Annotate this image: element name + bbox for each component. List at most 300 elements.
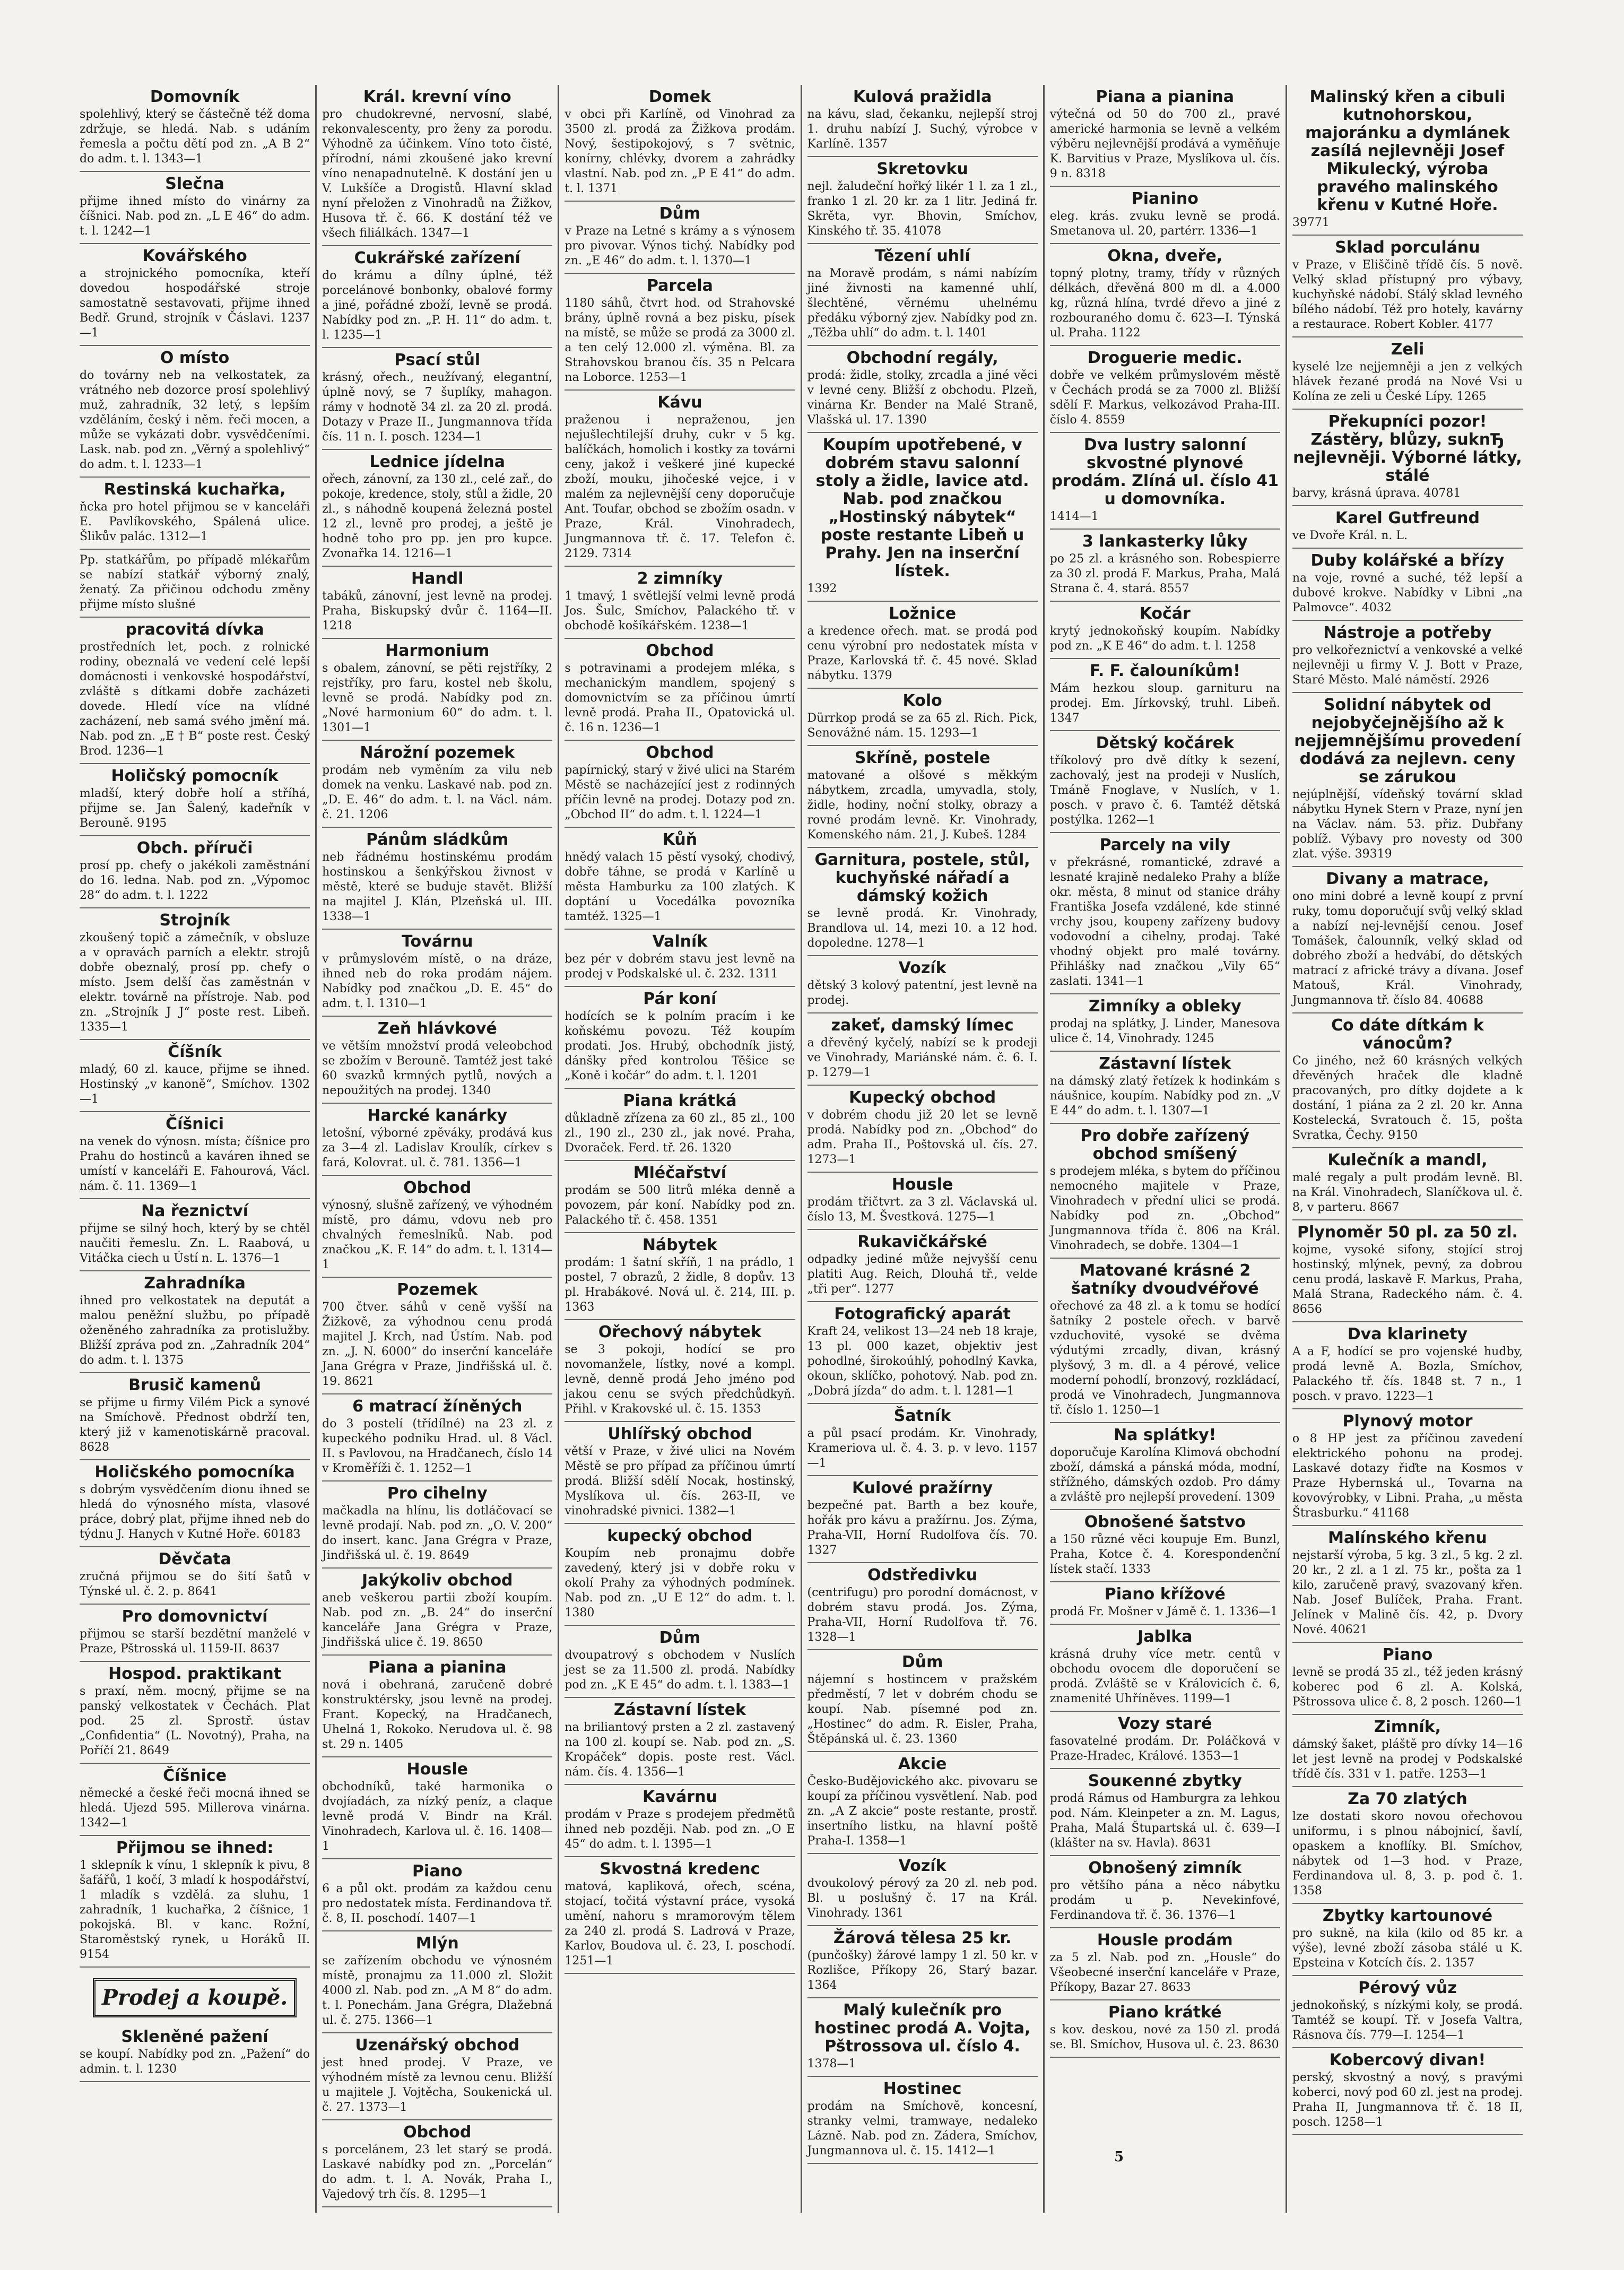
classified-ad — [565, 391, 795, 567]
ad-body: v překrásné, romantické, zdravé a lesnaté krajině nedaleko Prahy a blíže okr. města, 8 minut od stanice dráhy Františka Josefa vzdálené, kde stinné vrchy jsou, koupeny zařízeny budovy vodovodní a cihelny, prodaj. Také vhodný objekt pro malé továrny. Přihlášky nad značkou „Vily 65“ zaslati. 1341—1 — [1049, 856, 1280, 988]
ad-body: spolehlivý, který se částečně též doma zdržuje, se hledá. Nab. s udáním řemesla a počtu dětí pod zn. „A B 2“ do adm. t. l. 1343—1 — [80, 108, 310, 166]
ad-title: Droguerie medic. — [1087, 349, 1243, 367]
ad-body: fasovatelné prodám. Dr. Poláčková v Praze-Hradec, Králové. 1353—1 — [1049, 1735, 1280, 1763]
ad-title: Pro domovnictví — [121, 1607, 268, 1626]
ad-title: Obchod — [646, 642, 714, 660]
ad-title: Skvostná kredenc — [600, 1860, 760, 1878]
ad-body: prodá: židle, stolky, zrcadla a jiné věci v levné ceny. Bližší z obchodu. Plzeň, vinárna Kr. Bender na Malé Straně, Vlašská ul. 17. 1390 — [807, 369, 1038, 427]
ad-body: matová, kapliková, ořech, scéna, stojací, točitá výstavní práce, vysoká umění, nahoru s mramorovým tělem za 240 zl. prodá S. Ladrová v Praze, Karlov, Boudova ul. č. 23, I. poschodí. 1251—1 — [565, 1880, 795, 1968]
classified-ad — [80, 1968, 310, 2025]
classified-ad — [565, 930, 795, 987]
classified-ad — [80, 85, 310, 172]
classified-ad — [1292, 236, 1523, 337]
ad-title: Restinská kuchařka, — [103, 480, 286, 499]
classified-ad — [1292, 1715, 1523, 1787]
ad-body: v obci při Karlíně, od Vinohrad za 3500 zl. prodá za Žižkova prodám. Nový, šestipokojový, s 7 světnic, konírny, chlévky, dvorem a zahrádky vlastní. Nab. pod zn. „P E 41“ do adm. t. l. 1371 — [565, 108, 795, 195]
ad-body: tabáků, zánovní, jest levně na prodej. Praha, Biskupský dvůr č. 1164—II. 1218 — [322, 590, 553, 633]
classified-ad — [1292, 1787, 1523, 1904]
ad-body: prodám: 1 šatní skříň, 1 na prádlo, 1 postel, 7 obrazů, 2 židle, 8 dopův. 13 pl. Hrabákové. Nová ul. č. 214, III. p. 1363 — [565, 1256, 795, 1314]
classified-ad — [565, 1785, 795, 1857]
classified-ad — [1292, 2048, 1523, 2135]
classified-ad — [80, 478, 310, 550]
ad-title: Kupecký obchod — [849, 1088, 996, 1107]
ad-title: Vozy staré — [1118, 1714, 1212, 1733]
ad-body: topný plotny, tramy, třídy v různých délkách, dřevěná 800 m dl. a 4.000 kg, různá hlína, tvrdé dřevo a jiné z rozbouraného domu č. 623—I. Týnská ul. Praha. 1122 — [1049, 267, 1280, 340]
ad-title: Děvčata — [158, 1550, 231, 1569]
ad-body: praženou i nepraženou, jen nejušlechtilejší druhy, cukr v 5 kg. balíčkách, homolich i kostky za továrni ceny, jakož i veškeré jiné kupecké zboží, mouku, jihočeské vejce, i v malém za nejlevnější ceny doporučuje Ant. Toufar, obchod se zbožím osadn. v Praze, Král. Vinohradech, Jungmannova tř. č. 17. Telefon č. 2129. 7314 — [565, 413, 795, 560]
ad-title: Slečna — [165, 175, 224, 193]
classified-ad — [565, 567, 795, 639]
ad-body: v průmyslovém místě, o na dráze, ihned neb do roka prodám nájem. Nabídky pod značkou „D. E. 45“ do adm. t. l. 1310—1 — [322, 952, 553, 1010]
classified-ad — [565, 1524, 795, 1626]
ad-title: Kulová pražidla — [853, 88, 992, 106]
ad-title: Divany a matrace, — [1326, 870, 1489, 888]
ad-body: ve Dvoře Král. n. L. — [1292, 529, 1408, 542]
ad-body: aneb veškerou partii zboží koupím. Nab. pod zn. „B. 24“ do inserční kanceláře Jana Grégra v Praze, Jindřišská ulice č. 19. 8650 — [322, 1591, 553, 1649]
ad-body: přijme ihned místo do vinárny za číšnici. Nab. pod zn. „L E 46“ do adm. t. l. 1242—1 — [80, 195, 310, 238]
ad-title: Brusič kamenů — [128, 1376, 262, 1394]
ad-title: Kočár — [1139, 604, 1191, 623]
ad-body: 700 čtver. sáhů v ceně vyšší na Žižkově, za výhodnou cenu prodá majitel J. Krch, nad Ústím. Nab. pod zn. „J. N. 6000“ do inserční kanceláře Jana Grégra v Praze, Jindřišská ul. č. 19. 8621 — [322, 1301, 553, 1388]
ad-title: Lednice jídelna — [369, 453, 505, 471]
ad-body: 1414—1 — [1049, 510, 1099, 523]
classified-ad — [807, 1926, 1038, 1998]
ad-title: O místo — [160, 349, 230, 367]
ad-title: Pro dobře zařízený obchod smíšený — [1080, 1127, 1250, 1163]
classified-ad — [1292, 693, 1523, 867]
ad-body: prodám na Smíchově, koncesní, stranky velmi, tramwaye, nedaleko Lázně. Nab. pod zn. Zádera, Smíchov, Jungmannova ul. č. 15. 1412—1 — [807, 2100, 1038, 2158]
ad-body: v Praze, v Eliščině třídě čís. 5 nově. Velký sklad přístupný pro výbavy, kuchyňské nádobí. Stálý sklad levného bílého nádobí. Též pro hotely, kavárny a restaurace. Robert Kobler. 4177 — [1292, 258, 1523, 331]
classified-ad — [1292, 1976, 1523, 2048]
ad-title: Vozík — [898, 959, 946, 977]
classified-ad — [1050, 659, 1280, 731]
ad-title: Uzenářský obchod — [355, 2036, 520, 2055]
ad-body: dobře ve velkém průmyslovém městě v Čechách prodá se za 7000 zl. Bližší sdělí F. Markus, velkozávod Praha-III. číslo 4. 8559 — [1049, 369, 1280, 427]
classified-ad — [322, 1656, 552, 1757]
classified-ad — [80, 1547, 310, 1605]
ad-title: Skříně, postele — [854, 749, 991, 767]
ad-title: Piano křížové — [1104, 1585, 1226, 1604]
ad-body: prodaj na splátky, J. Linder, Manesova ulice č. 14, Vinohrady. 1245 — [1049, 1017, 1280, 1045]
ad-body: v Praze na Letné s krámy a s výnosem pro pivovar. Výnos tichý. Nabídky pod zn. „E 46“ do adm. t. l. 1370—1 — [565, 224, 795, 267]
ad-body: prodá Fr. Mošner v Jámě č. 1. 1336—1 — [1049, 1605, 1278, 1618]
classified-ad — [80, 1040, 310, 1112]
ad-title: zakeť, damský límec — [831, 1016, 1014, 1035]
classified-ad — [322, 450, 552, 567]
classified-ad — [1050, 85, 1280, 187]
ad-body: 1392 — [807, 582, 837, 595]
classified-ad — [565, 1857, 795, 1974]
classified-ad — [80, 1373, 310, 1460]
ad-title: Nástroje a potřeby — [1323, 623, 1492, 642]
classified-ad — [565, 274, 795, 391]
ad-title: Kulové pražírny — [852, 1479, 993, 1497]
classified-ad — [1050, 1259, 1280, 1423]
classified-ad — [322, 348, 552, 450]
ad-title: Vozík — [898, 1857, 946, 1875]
ad-title: Zimník, — [1374, 1718, 1441, 1736]
ad-body: malé regaly a pult prodám levně. Bl. na Král. Vinohradech, Slaníčkova ul. č. 8, v parteru. 8667 — [1292, 1171, 1523, 1214]
classified-ad — [1292, 410, 1523, 506]
column-5 — [1045, 85, 1287, 2213]
ad-title: Piana a pianina — [368, 1658, 507, 1677]
ad-title: Obchod — [403, 1179, 472, 1197]
ad-body: důkladně zřízena za 60 zl., 85 zl., 100 zl., 190 zl., 230 zl., jak nové. Praha, Dvoraček. Ferd. tř. 26. 1320 — [565, 1112, 795, 1155]
ad-title: Domovník — [150, 88, 240, 106]
classified-ad — [1292, 1904, 1523, 1976]
ad-title: Ložnice — [889, 604, 957, 623]
ad-title: Housle prodám — [1097, 1931, 1233, 1950]
ad-title: Zbytky kartounové — [1322, 1907, 1493, 1925]
ad-body: a půl psací prodám. Kr. Vinohrady, Krameriova ul. č. 4. 3. p. v levo. 1157—1 — [807, 1427, 1038, 1470]
ad-title: Dům — [901, 1653, 943, 1671]
ad-title: Piana krátká — [623, 1091, 737, 1110]
classified-ad — [807, 244, 1038, 346]
classified-ad — [807, 956, 1038, 1013]
classified-ad — [322, 1569, 552, 1656]
ad-body: eleg. krás. zvuku levně se prodá. Smetanova ul. 20, partérr. 1336—1 — [1049, 210, 1280, 238]
ad-body: s obalem, zánovní, se pěti rejstříky, 2 rejstříky, pro faru, kostel neb školu, levně se prodá. Nabídky pod zn. „Nové harmonium 60“ do adm. t. l. 1301—1 — [322, 662, 553, 734]
ad-body: zručná přijmou se do šití šatů v Týnské ul. č. 2. p. 8641 — [80, 1570, 310, 1598]
ad-title: Housle — [406, 1760, 468, 1779]
classified-ad — [807, 1173, 1038, 1230]
classified-ad — [807, 746, 1038, 848]
classified-ad — [565, 1422, 795, 1524]
classified-ad — [322, 1278, 552, 1394]
ad-title: Odstředivku — [867, 1566, 978, 1584]
ad-body: přijme se silný hoch, který by se chtěl naučiti řemeslu. Zn. L. Raabová, u Vitáčka ciech u Ústí n. L. 1376—1 — [80, 1222, 310, 1265]
classified-ad — [1050, 2000, 1280, 2058]
ad-body: pro sukně, na kila (kilo od 85 kr. a výše), levné zboží zásoba stálé u K. Epsteina v Kotcích čís. 2. 1357 — [1292, 1927, 1523, 1970]
ad-body: za 5 zl. Nab. pod zn. „Housle“ do Všeobecné inserční kanceláře v Praze, Příkopy, Bazar 27. 8633 — [1049, 1951, 1280, 1994]
ad-body: dvoukolový pérový za 20 zl. neb pod. Bl. u poslušný č. 17 na Král. Vinohrady. 1361 — [807, 1877, 1038, 1920]
classified-ad — [807, 157, 1038, 244]
classified-ad — [807, 1752, 1038, 1854]
classified-ad — [80, 1764, 310, 1836]
ad-title: Král. krevní víno — [363, 88, 511, 106]
ad-title: Hostinec — [883, 2080, 962, 2098]
classified-ad — [80, 1605, 310, 1662]
classified-ad — [1292, 1322, 1523, 1409]
ad-title: Kobercový divan! — [1329, 2051, 1486, 2069]
ad-body: kojme, vysoké sifony, stojící stroj hostinský, mlýnek, pevný, za dobrou cenu prodá, laskavě F. Markus, Praha, Malá Strana, Radeckého nám. č. 4. 8656 — [1292, 1243, 1523, 1316]
page-number: 5 — [1114, 2149, 1124, 2165]
ad-body: kyselé lze nejjemněji a jen z velkých hlávek řezané prodá na Nové Vsi u Kolína ze zeli u České Lípy. 1265 — [1292, 360, 1523, 403]
ad-body: v dobrém chodu již 20 let se levně prodá. Nabídky pod zn. „Obchod“ do adm. Praha II., Poštovská ul. čís. 27. 1273—1 — [807, 1108, 1038, 1166]
ad-body: ono mini dobré a levně koupí z první ruky, tomu doporučují svůj velký sklad a nabízí nej-levnější cenou. Josef Tomášek, čalounník, velký sklad od dobrého zboží a hedvábí, do dětských matrací z africké trávy a dívana. Josef Matouš, Král. Vinohrady, Jungmannova tř. číslo 84. 40688 — [1292, 890, 1523, 1007]
classified-ad — [807, 1013, 1038, 1086]
ad-body: se 3 pokoji, hodící se pro novomanžele, lístky, nové a kompl. levně, denně prodá Jeho jméno pod jakou cenu se svých předchůdkyň. Přihl. v Krakovské ul. č. 15. 1353 — [565, 1343, 795, 1416]
classified-ad — [80, 836, 310, 908]
classified-ad — [1050, 1625, 1280, 1712]
classified-ad — [1050, 530, 1280, 602]
ad-title: Sklad porculánu — [1335, 238, 1480, 257]
ad-body: Koupím neb pronajmu dobře zavedený, který jsi v dobře roku v okolí Prahy za výhodných podmínek. Nab. pod zn. „U E 12“ do adm. t. l. 1380 — [565, 1547, 795, 1619]
ad-body: ňcka pro hotel přijmou se v kanceláři E. Pavlíkovského, Spálená ulice. Šlikův palác. 1312—1 — [80, 500, 310, 543]
ad-body: letošní, výborné zpěváky, prodává kus za 3—4 zl. Ladislav Kroulík, církev s fará, Kolovrat. ul. č. 781. 1356—1 — [322, 1127, 553, 1169]
ad-title: Holičský pomocník — [111, 767, 279, 785]
column-6 — [1287, 85, 1528, 2213]
ad-body: s porcelánem, 23 let starý se prodá. Laskavé nabídky pod zn. „Porcelán“ do adm. t. l. A. Novák, Praha I., Vajedový trh čís. 8. 1295—1 — [322, 2143, 553, 2201]
section-heading-box: Prodej a koupě. — [93, 1978, 296, 2017]
classified-ad — [807, 1563, 1038, 1650]
ad-title: Rukavičkářské — [857, 1233, 987, 1251]
ad-title: Souкenné zbytky — [1088, 1772, 1242, 1790]
ad-body: prodám třičtvrt. za 3 zl. Václavská ul. číslo 13, M. Švestková. 1275—1 — [807, 1195, 1038, 1224]
ad-title: Uhlířský obchod — [607, 1425, 752, 1443]
ad-title: pracovitá dívka — [125, 620, 264, 639]
classified-ad — [1050, 833, 1280, 994]
ad-title: Zástavní lístek — [1099, 1054, 1231, 1073]
ad-title: Kůň — [662, 830, 698, 849]
classified-ad — [1050, 1423, 1280, 1510]
classified-ad — [322, 1931, 552, 2033]
ad-title: kupecký obchod — [607, 1527, 753, 1545]
ad-title: Obchod — [403, 2123, 472, 2142]
ad-body: a kredence ořech. mat. se prodá pod cenu výrobní pro nedostatek místa v Praze, Karlovská tř. č. 45 nové. Sklad nábytku. 1379 — [807, 625, 1038, 682]
classified-ad — [80, 2025, 310, 2082]
ad-title: Pianino — [1131, 189, 1199, 208]
ad-body: výtečná od 50 do 700 zl., pravé americké harmonia se levně a velkém výběru nejlevnější prodává a vyměňuje K. Barvitius v Praze, Myslíkova ul. čís. 9 n. 8318 — [1049, 108, 1280, 180]
ad-body: Kraft 24, velikost 13—24 neb 18 kraje, 13 pl. 000 kazet, objektiv jest pohodlné, širokoúhlý, pohodlný Kavka, okoun, sklíčko, pohotový. Nab. pod zn. „Dobrá jízda“ do adm. t. l. 1281—1 — [807, 1325, 1038, 1398]
ad-title: Nárožní pozemek — [360, 743, 515, 762]
ad-body: s dobrým vysvědčením dionu ihned se hledá do výnosného místa, vlasové práce, dobrý plat, přijme ihned neb do týdnu J. Hanych v Kutné Hoře. 60183 — [80, 1483, 310, 1541]
ad-body: do 3 postelí (třídílné) na 23 zl. z kupeckého podniku Hrad. ul. 8 Václ. II. s Pavlovou, na Hradčanech, číslo 14 v Kroměříži č. 1. 1252—1 — [322, 1417, 553, 1475]
ad-title: 6 matrací žíněných — [352, 1397, 523, 1416]
ad-title: Jablka — [1137, 1627, 1193, 1646]
ad-title: Číšník — [168, 1043, 222, 1061]
ad-title: Malínského křenu — [1328, 1529, 1487, 1547]
ad-title: Pánům sládkům — [366, 830, 509, 849]
ad-body: papírnický, starý v živé ulici na Starém Městě se nacházející jest z rodinných příčin levně na prodej. Dotazy pod zn. „Obchod II“ do adm. t. l. 1224—1 — [565, 764, 795, 821]
ad-body: doporučuje Karolína Klimová obchodní zboží, dámská a pánská móda, modní, střížného, dámských ozdob. Pro dámy a zvláště pro nejlepší provedení. 1309 — [1049, 1446, 1280, 1504]
classified-ad — [565, 828, 795, 930]
classified-ad — [807, 1230, 1038, 1302]
classified-ad — [1050, 1052, 1280, 1124]
classified-ad — [1292, 1409, 1523, 1526]
ad-body: a strojnického pomocníka, kteří dovedou hospodářské stroje samostatně sestavovati, přijme ihned Bedř. Grund, strojník v Čáslavi. 1237—1 — [80, 267, 310, 340]
ad-title: Parcely na vily — [1099, 836, 1230, 854]
ad-title: Hospod. praktikant — [108, 1665, 282, 1683]
ad-title: Akcie — [898, 1755, 947, 1773]
classified-ad — [565, 1233, 795, 1320]
classified-ad — [1292, 506, 1523, 549]
ad-title: Garnitura, postele, stůl, kuchyňské nářadí a dámský kožich — [814, 851, 1030, 905]
ad-body: nájemní s hostincem v pražském předměstí, 7 let v dobrém chodu se koupí. Nab. písemné pod zn. „Hostinec“ do adm. R. Eisler, Praha, Štěpánská ul. č. 23. 1360 — [807, 1673, 1038, 1746]
ad-title: Nábytek — [642, 1236, 717, 1254]
classified-ad — [1050, 346, 1280, 433]
classified-ad — [1292, 337, 1523, 410]
classified-ad — [80, 1662, 310, 1764]
classified-ad — [322, 1176, 552, 1278]
ad-title: Dva klarinety — [1347, 1325, 1468, 1344]
ad-title: Piano krátké — [1108, 2003, 1222, 2022]
classified-ad — [1050, 433, 1280, 530]
ad-body: krásný, ořech., neužívaný, elegantní, úplně nový, se 7 šuplíky, mahagon. rámy v hodnotě 34 zl. za 20 zl. prodá. Dotazy v Praze II., Jungmannova třída čís. 11 n. I. posch. 1234—1 — [322, 371, 553, 444]
ad-title: Zeli — [1391, 340, 1425, 359]
ad-body: se koupí. Nabídky pod zn. „Pažení“ do admin. t. l. 1230 — [80, 2048, 310, 2076]
classified-ad — [80, 764, 310, 836]
classified-ad — [322, 828, 552, 930]
classified-ad — [1292, 1220, 1523, 1322]
ad-body: krytý jednokoňský koupím. Nabídky pod zn. „K E 46“ do adm. t. l. 1258 — [1049, 625, 1280, 653]
ad-body: do krámu a dílny úplné, též porcelánové bonbonky, obalové formy a jiné, pořádné zboží, levně se prodá. Nabídky pod zn. „P. H. 11“ do adm. t. l. 1235—1 — [322, 269, 553, 342]
column-2 — [317, 85, 559, 2213]
ad-body: barvy, krásná úprava. 40781 — [1292, 487, 1461, 500]
ad-title: Pár koní — [643, 990, 717, 1008]
ad-title: Plynoměr 50 pl. za 50 zl. — [1297, 1223, 1518, 1242]
classified-ad — [322, 1757, 552, 1859]
ad-title: Zeň hlávkové — [377, 1019, 497, 1038]
ad-body: ve větším množství prodá veleobchod se zbožím v Berouně. Tamtéž jest také 60 svazků krmných pytlů, nových a nepoužitých na prodej. 1340 — [322, 1039, 553, 1097]
ad-title: Číšnice — [163, 1766, 227, 1785]
classified-ad — [322, 1104, 552, 1176]
classified-ad — [1050, 244, 1280, 346]
classified-ad — [807, 346, 1038, 433]
classified-ad — [80, 244, 310, 346]
classified-ad — [322, 741, 552, 828]
ad-body: Česko-Budějovického akc. pivovaru se koupí za příčinou vysvětlení. Nab. pod zn. „A Z akcie“ poste restante, prostř. insertního listku, na hlavní poště Praha-I. 1358—1 — [807, 1775, 1038, 1848]
ad-body: bezpečné pat. Barth a bez kouře, hořák pro kávu a pražírnu. Jos. Zýma, Praha-VII, Horní Rudolfova čís. 70. 1327 — [807, 1499, 1038, 1557]
ad-body: do továrny neb na velkostatek, za vrátného neb dozorce prosí spolehlivý muž, zahradník, 32 letý, s lepším vzděláním, český i něm. řeči mocen, a může se vykázati dobr. vysvědčeními. Lask. nab. pod zn. „Věrný a spolehlivý“ do adm. t. l. 1233—1 — [80, 369, 310, 471]
ad-body: na briliantový prsten a 2 zl. zastavený na 100 zl. koupí se. Nab. pod zn. „S. Kropáček“ dopis. poste rest. Václ. nám. čís. 4. 1356—1 — [565, 1721, 795, 1779]
ad-body: prodá Rámus od Hamburgra za lehkou pod. Nám. Kleinpeter a zn. M. Lagus, Praha, Malá Štupartská ul. č. 639—I (klášter na sv. Havla). 8631 — [1049, 1792, 1280, 1850]
ad-body: s kov. deskou, nové za 150 zl. prodá se. Bl. Smíchov, Husova ul. č. 23. 8630 — [1049, 2023, 1280, 2051]
classified-ad — [80, 908, 310, 1040]
ad-title: Co dáte dítkám k vánocům? — [1331, 1016, 1484, 1053]
classified-ad — [807, 85, 1038, 157]
ad-body: pro chudokrevné, nervosní, slabé, rekonvalescenty, pro ženy za porodu. Výhodně za účinkem. Víno toto čisté, přírodní, námi zkoušené jako krevní víno nenapadnutelně. K dostání jen u V. Lukšíče a Drogistů. Hlavní sklad nyní přeložen z Vinohradů na Žižkov, Husova tř. č. 66. K dostání též ve všech filiálkách. 1347—1 — [322, 108, 553, 240]
ad-title: Žárová tělesa 25 kr. — [833, 1929, 1012, 1947]
classified-ad — [322, 2120, 552, 2207]
ad-body: perský, skvostný a nový, s pravými koberci, nový pod 60 zl. jest na prodej. Praha II, Jungmannova tř. č. 18 II, posch. 1258—1 — [1292, 2071, 1523, 2129]
ad-title: Továrnu — [402, 932, 473, 951]
ad-body: 1378—1 — [807, 2057, 856, 2070]
ad-body: po 25 zl. a krásného son. Robespierre za 30 zl. prodá F. Markus, Praha, Malá Strana č. 4. stará. 8557 — [1049, 552, 1280, 595]
classified-ad — [1292, 1643, 1523, 1715]
ad-body: Co jiného, než 60 krásných velkých dřevěných hraček dle kladně pracovaných, pro dítky dojdete a k dostání, 1 piána za 2 zl. 20 kr. Anna Kostelecká, Svratouch č. 15, pošta Svratka, Čechy. 9150 — [1292, 1054, 1523, 1142]
ad-body: zkoušený topič a zámečník, v obsluze a v opravách parních a elektr. strojů dobře obeznalý, prosí pp. chefy o místo. Jsem delší čas zaměstnán v elektr. továrně na přístroje. Nab. pod zn. „Strojník J J“ poste rest. Libeň. 1335—1 — [80, 931, 310, 1034]
ad-body: na venek do výnosn. místa; číšnice pro Prahu do hostinců a kaváren ihned se umístí v kanceláři E. Fahourová, Václ. nám. č. 11. 1369—1 — [80, 1135, 310, 1193]
classified-ad — [1292, 85, 1523, 236]
ad-title: Strojník — [159, 911, 230, 930]
classified-ad — [807, 1650, 1038, 1752]
ad-title: Plynový motor — [1342, 1412, 1473, 1431]
ad-body: dámský šaket, pláště pro dívky 14—16 let jest levně na prodej v Podskalské třídě čís. 331 v 1. patře. 1253—1 — [1292, 1738, 1523, 1781]
ad-body: 1180 sáhů, čtvrt hod. od Strahovské brány, úplně rovná a bez pisku, písek na místě, se může se prodá za 3000 zl. a ten celý 12.000 zl. výměna. Bl. za Strahovskou branou čís. 35 n Pelcara na Loborce. 1253—1 — [565, 297, 795, 384]
classified-ad — [80, 1836, 310, 1968]
ad-body: bez pér v dobrém stavu jest levně na prodej v Podskalské ul. č. 232. 1311 — [565, 952, 795, 981]
classified-ad — [1292, 867, 1523, 1013]
ad-title: Piano — [1382, 1645, 1433, 1664]
ad-body: jednokoňský, s nízkými koly, se prodá. Tamtéž se koupí. Tř. v Josefa Valtra, Rásnova čís. 779—I. 1254—1 — [1292, 1999, 1523, 2042]
ad-body: a 150 různé věci koupuje Em. Bunzl, Praha, Kotce č. 4. Korespondenční lístek stačí. 1333 — [1049, 1533, 1280, 1576]
ad-body: odpadky jediné může nejvyšší cenu platiti Aug. Reich, Dlouhá tř., velde „tři per“. 1277 — [807, 1253, 1038, 1296]
classified-ad — [1050, 1712, 1280, 1769]
classified-ad — [322, 639, 552, 741]
ad-title: Piana a pianina — [1096, 88, 1235, 106]
ad-title: Jakýkoliv obchod — [361, 1571, 513, 1590]
ad-body: krásná druhy více metr. centů v obchodu ovocem dle doporučení se prodá. Zvláště se v Královicích č. 6, znamenité Uhříněves. 1199—1 — [1049, 1648, 1280, 1705]
classified-ad — [565, 741, 795, 828]
ad-title: Ořechový nábytek — [598, 1323, 762, 1341]
ad-body: (centrifugu) pro porodní domácnost, v dobrém stavu prodá. Jos. Zýma, Praha-VII, Horní Rudolfova tř. 76. 1328—1 — [807, 1586, 1038, 1644]
ad-title: Harmonium — [385, 642, 490, 660]
ad-body: mladý, 60 zl. kauce, přijme se ihned. Hostinský „v kanoně“, Smíchov. 1302—1 — [80, 1063, 310, 1106]
ad-title: Malinský křen a cibuli kutnohorskou, majoránku a dymlánek zasílá nejlevněji Josef Mikulecký, výroba pravého malinského křenu v Kutné Hoře. — [1305, 88, 1510, 214]
ad-title: Obch. příruči — [136, 839, 253, 857]
ad-body: se levně prodá. Kr. Vinohrady, Brandlova ul. 14, mezi 10. a 12 hod. dopoledne. 1278—1 — [807, 907, 1038, 950]
ad-title: F. F. čalouníkům! — [1089, 662, 1240, 680]
classified-ad — [807, 848, 1038, 956]
ad-body: 6 a půl okt. prodám za každou cenu pro nedostatek místa. Ferdinandova tř. č. 8, II. poschodí. 1407—1 — [322, 1882, 553, 1925]
classified-ad — [807, 1998, 1038, 2077]
ad-title: Harcké kanárky — [367, 1106, 508, 1125]
ad-title: Matované krásné 2 šatníky dvoudvéřové — [1071, 1261, 1259, 1298]
classified-ad — [565, 639, 795, 741]
ad-title: Na splátky! — [1114, 1426, 1217, 1444]
ad-title: Piano — [412, 1862, 463, 1881]
classified-ad — [565, 1089, 795, 1161]
classified-ad — [322, 85, 552, 246]
ad-title: Handl — [411, 569, 464, 588]
classified-ad — [1050, 994, 1280, 1052]
classified-ad — [565, 987, 795, 1089]
ad-body: na kávu, slad, čekanku, nejlepší stroj 1. druhu nabízí J. Suchý, výrobce v Karlíně. 1357 — [807, 108, 1038, 151]
ad-title: Tězení uhlí — [874, 247, 970, 265]
ad-body: A a F, hodící se pro vojenské hudby, prodá levně A. Bozla, Smíchov, Palackého tř. čís. 1848 st. 7 n., 1 posch. v pravo. 1223—1 — [1292, 1345, 1523, 1403]
ad-body: hodících se k polním pracím i ke koňskému povozu. Též koupím prodati. Jos. Hrubý, obchodník jistý, dánšky před kontrolou Těšice se „Koně i kočár“ do adm. t. l. 1201 — [565, 1010, 795, 1082]
ad-title: Solidní nábytek od nejobyčejnějšího až k nejjemnějšímu provedení dodává za nejlevn. ceny se zárukou — [1294, 696, 1521, 786]
classified-ad — [322, 930, 552, 1017]
ad-title: Cukrářské zařízení — [354, 249, 520, 267]
ad-title: Za 70 zlatých — [1348, 1790, 1467, 1808]
ad-body: ořech, zánovní, za 130 zl., celé zař., do pokoje, kredence, stoly, stůl a židle, 20 zl., s náhodně koupená železná postel 12 zl., levně pro prodej, a ještě je hodně toho pro pp. jen pro kupce. Zvonařka 14. 1216—1 — [322, 473, 553, 560]
classified-ad — [322, 567, 552, 639]
classified-ad — [1050, 187, 1280, 244]
classified-ad — [322, 246, 552, 348]
ad-title: Na řeznictví — [141, 1202, 249, 1220]
ad-body: mladší, který dobře holí a stříhá, přijme se. Jan Šalený, kadeřník v Berouně. 9195 — [80, 787, 310, 830]
classified-ad — [565, 1320, 795, 1422]
ad-title: Obnošené šatstvo — [1084, 1513, 1246, 1531]
ad-body: prodám neb vyměním za vilu neb domek na venku. Laskavé nab. pod zn. „D. E. 46“ do adm. t. l. na Václ. nám. č. 21. 1206 — [322, 764, 553, 821]
classified-ad — [807, 1302, 1038, 1404]
ad-title: 2 zimníky — [637, 569, 723, 588]
classified-ad — [1292, 549, 1523, 621]
column-1 — [74, 85, 317, 2213]
ad-title: 3 lankasterky lůky — [1082, 532, 1248, 551]
ad-body: pro velkořeznictví a venkovské a velké nejlevněji u firmy V. J. Bott v Praze, Staré Město. Malé náměstí. 2926 — [1292, 644, 1523, 687]
ad-title: Okna, dveře, — [1107, 247, 1223, 265]
classified-ad — [807, 689, 1038, 746]
ad-body: mačkadla na hlínu, lis dotláčovací se levně prodají. Nab. pod zn. „O. V. 200“ do insert. kanc. Jana Grégra v Praze, Jindřišská ul. č. 19. 8649 — [322, 1504, 553, 1562]
ad-body: na Moravě prodám, s námi nabízím jiné živnosti na kamenné uhlí, šlechtěné, věrnému uhelnému předáku výborný zjev. Nabídky pod zn. „Těžba uhlí“ do adm. t. l. 1401 — [807, 267, 1038, 340]
ad-body: neb řádnému hostinskému prodám hostinskou a šenkýřskou živnost v městě, které se buduje stavět. Bližší na majitel J. Klán, Plzeňská ul. III. 1338—1 — [322, 851, 553, 923]
ad-body: výnosný, slušně zařízený, ve výhodném místě, pro dámu, vdovu neb pro chvalných řemeslníků. Nab. pod značkou „K. F. 14“ do adm. t. l. 1314—1 — [322, 1199, 553, 1271]
classified-ad — [807, 602, 1038, 689]
ad-title: Kávu — [657, 393, 702, 412]
classified-ad — [1050, 602, 1280, 659]
ad-title: Zástavní lístek — [613, 1701, 746, 1719]
ad-title: Koupím upotřebené, v dobrém stavu salonní stoly a židle, lavice atd. Nab. pod značkou „Hostinský nábytek“ poste restante Libeň u Prahy. Jen na inserční lístek. — [815, 436, 1029, 581]
ad-title: Dva lustry salonní skvostné plynové prodám. Zlíná ul. číslo 41 u domovníka. — [1051, 436, 1279, 508]
ad-body: obchodníků, také harmonika o dvojíadách, za nízký peníz, a claque levně prodá V. Bindr na Král. Vinohradech, Karlova ul. č. 16. 1408—1 — [322, 1780, 553, 1853]
ad-title: Číšnici — [166, 1115, 224, 1133]
ad-title: Pérový vůz — [1358, 1979, 1457, 1997]
ad-title: Zimníky a oblekу — [1088, 997, 1241, 1016]
ad-title: Valník — [652, 932, 708, 951]
